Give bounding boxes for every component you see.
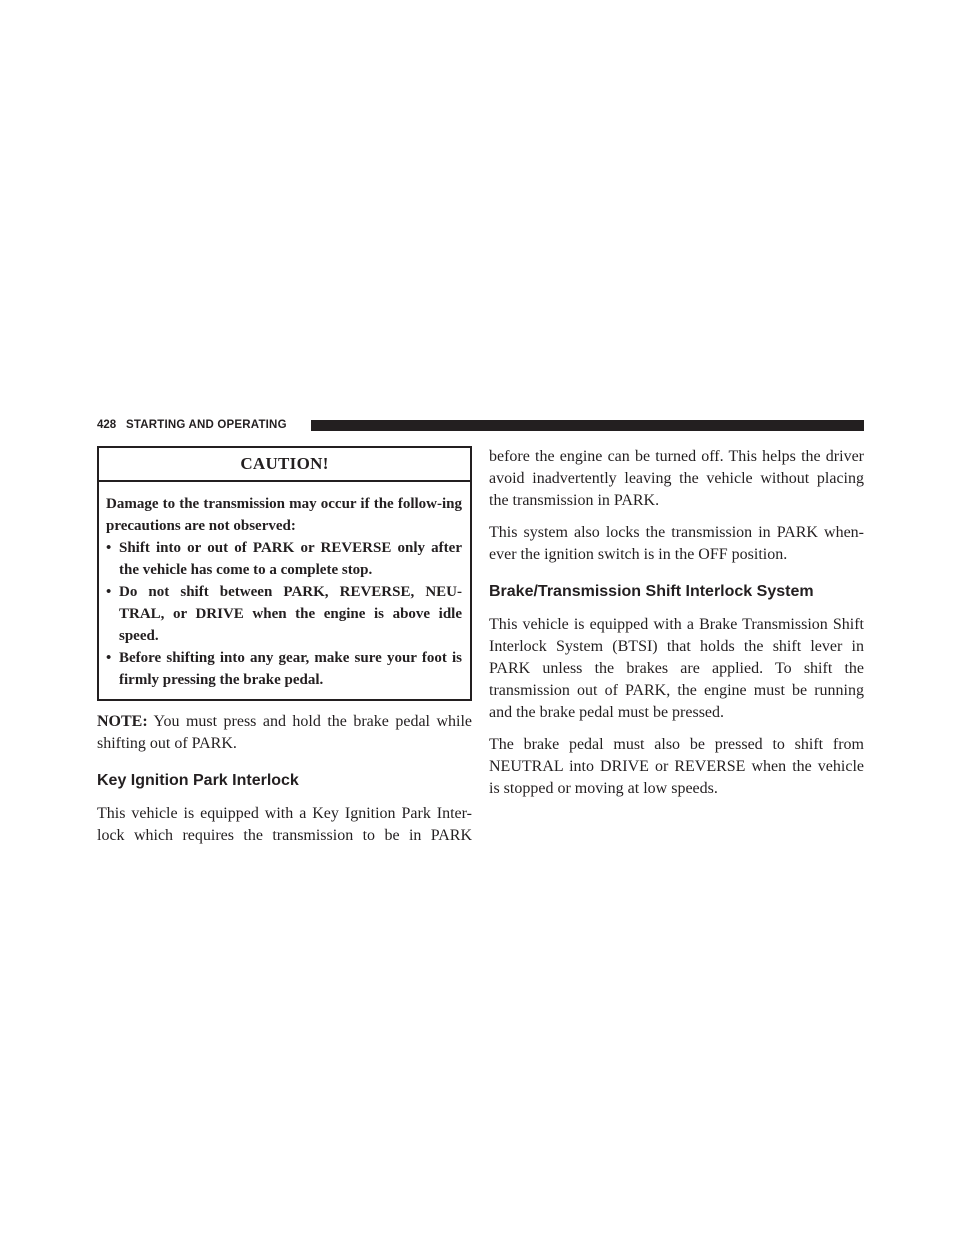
caution-item-text: Before shifting into any gear, make sure your foot is firmly pressing the brake pedal.: [119, 650, 462, 688]
btsi-paragraph: This vehicle is equipped with a Brake Transmission Shift Interlock System (BTSI) that holds the shift lever in PARK unless the brakes are applied. To shift the transmission out of PARK, the engine must be running and the brake pedal must be pressed.: [489, 616, 864, 721]
key-ignition-paragraph: This vehicle is equipped with a Key Ignition Park Inter-lock which requires the transmission to be in PARK: [97, 805, 472, 844]
caution-item: [106, 581, 462, 647]
caution-body: [99, 482, 470, 699]
key-ignition-heading: Key Ignition Park Interlock: [97, 772, 299, 789]
caution-intro: Damage to the transmission may occur if the follow-ing precautions are not observed:: [106, 496, 462, 534]
page-header: [97, 418, 864, 432]
continuation-paragraph: before the engine can be turned off. This helps the driver avoid inadvertently leaving the vehicle without placing the transmission in PARK.: [489, 448, 864, 509]
caution-item: [106, 647, 462, 691]
right-column: [489, 446, 864, 800]
page-number: 428: [97, 419, 117, 431]
left-column: [97, 446, 472, 847]
note-text: You must press and hold the brake pedal while shifting out of PARK.: [97, 713, 472, 752]
caution-item-text: Do not shift between PARK, REVERSE, NEU-TRAL, or DRIVE when the engine is above idle speed.: [119, 584, 462, 644]
note-paragraph: [97, 711, 472, 755]
caution-box: [97, 446, 472, 701]
caution-title: CAUTION!: [99, 448, 470, 482]
section-title: STARTING AND OPERATING: [126, 419, 287, 431]
brake-pedal-paragraph: The brake pedal must also be pressed to shift from NEUTRAL into DRIVE or REVERSE when the vehicle is stopped or moving at low speeds.: [489, 736, 864, 797]
header-rule: [311, 420, 864, 431]
btsi-heading: Brake/Transmission Shift Interlock System: [489, 583, 814, 600]
bullet-icon: •: [106, 540, 112, 556]
caution-item: [106, 537, 462, 581]
bullet-icon: •: [106, 650, 112, 666]
note-label: NOTE:: [97, 713, 148, 730]
caution-item-text: Shift into or out of PARK or REVERSE only after the vehicle has come to a complete stop.: [119, 540, 462, 578]
bullet-icon: •: [106, 584, 112, 600]
ignition-lock-paragraph: This system also locks the transmission in PARK when-ever the ignition switch is in the OFF position.: [489, 524, 864, 563]
